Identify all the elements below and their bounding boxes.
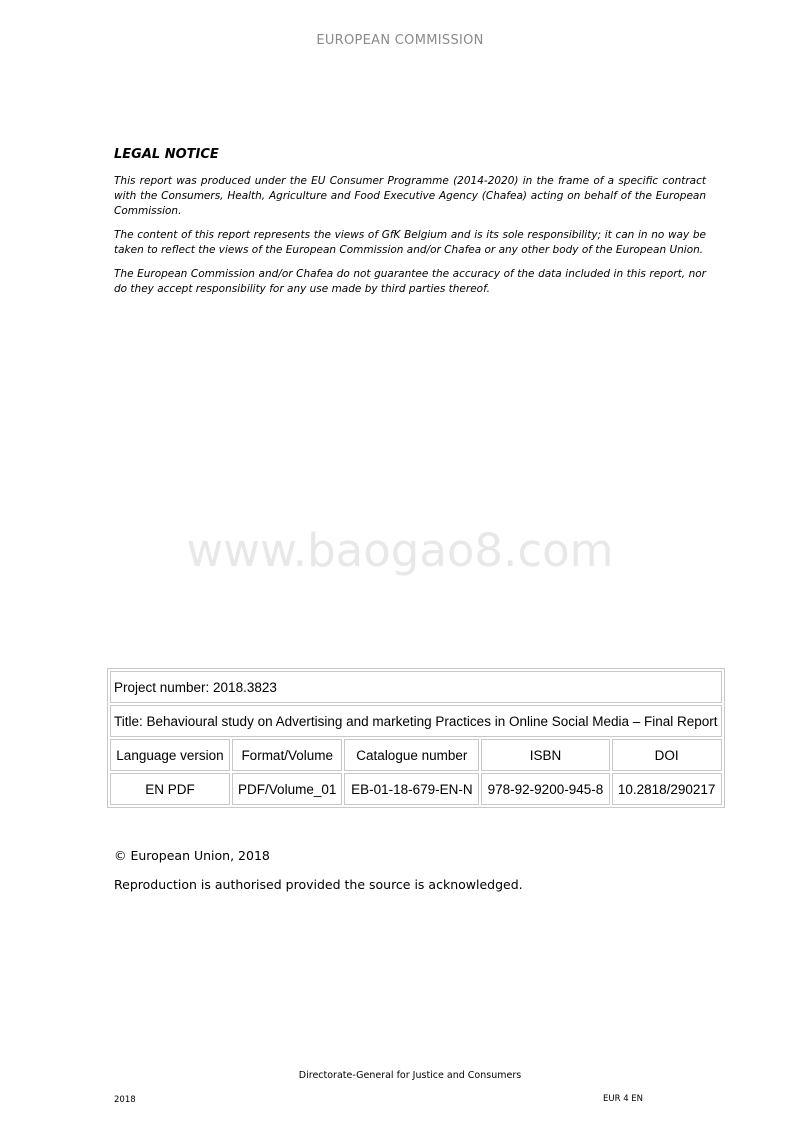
catalogue-value: EB-01-18-679-EN-N — [344, 773, 479, 805]
project-number-cell: Project number: 2018.3823 — [110, 671, 722, 703]
footer-directorate: Directorate-General for Justice and Consumers — [298, 1070, 522, 1081]
table-row — [110, 773, 722, 805]
table-row — [110, 671, 722, 703]
table-row — [110, 705, 722, 737]
copyright-text: © European Union, 2018 — [114, 848, 270, 863]
doi-value: 10.2818/290217 — [612, 773, 722, 805]
watermark: www.baogao8.com — [186, 524, 614, 577]
legal-notice-section — [114, 147, 706, 306]
reproduction-notice: Reproduction is authorised provided the source is acknowledged. — [114, 877, 523, 892]
column-header-language: Language version — [110, 739, 230, 771]
column-header-format: Format/Volume — [232, 739, 343, 771]
language-value: EN PDF — [110, 773, 230, 805]
format-value: PDF/Volume_01 — [232, 773, 343, 805]
column-header-doi: DOI — [612, 739, 722, 771]
column-header-isbn: ISBN — [481, 739, 610, 771]
legal-notice-paragraph: The European Commission and/or Chafea do not guarantee the accuracy of the data included in this report, nor do they accept responsibility for any use made by third parties thereof. — [114, 268, 706, 295]
legal-notice-paragraph: This report was produced under the EU Consumer Programme (2014-2020) in the frame of a specific contract with the Consumers, Health, Agriculture and Food Executive Agency (Chafea) acting on behalf of the European Commission. — [114, 175, 706, 217]
footer-year: 2018 — [114, 1095, 136, 1105]
table-header-row — [110, 739, 722, 771]
legal-notice-heading: LEGAL NOTICE — [114, 147, 219, 162]
title-cell: Title: Behavioural study on Advertising and marketing Practices in Online Social Media – Final Report — [110, 705, 722, 737]
footer-eur-code: EUR 4 EN — [603, 1094, 644, 1104]
column-header-catalogue: Catalogue number — [344, 739, 479, 771]
legal-notice-paragraph: The content of this report represents the views of GfK Belgium and is its sole responsibility; it can in no way be taken to reflect the views of the European Commission and/or Chafea or any other body of the European Union. — [114, 229, 706, 256]
header-title: EUROPEAN COMMISSION — [316, 33, 484, 48]
publication-info-table — [107, 668, 725, 808]
isbn-value: 978-92-9200-945-8 — [481, 773, 610, 805]
